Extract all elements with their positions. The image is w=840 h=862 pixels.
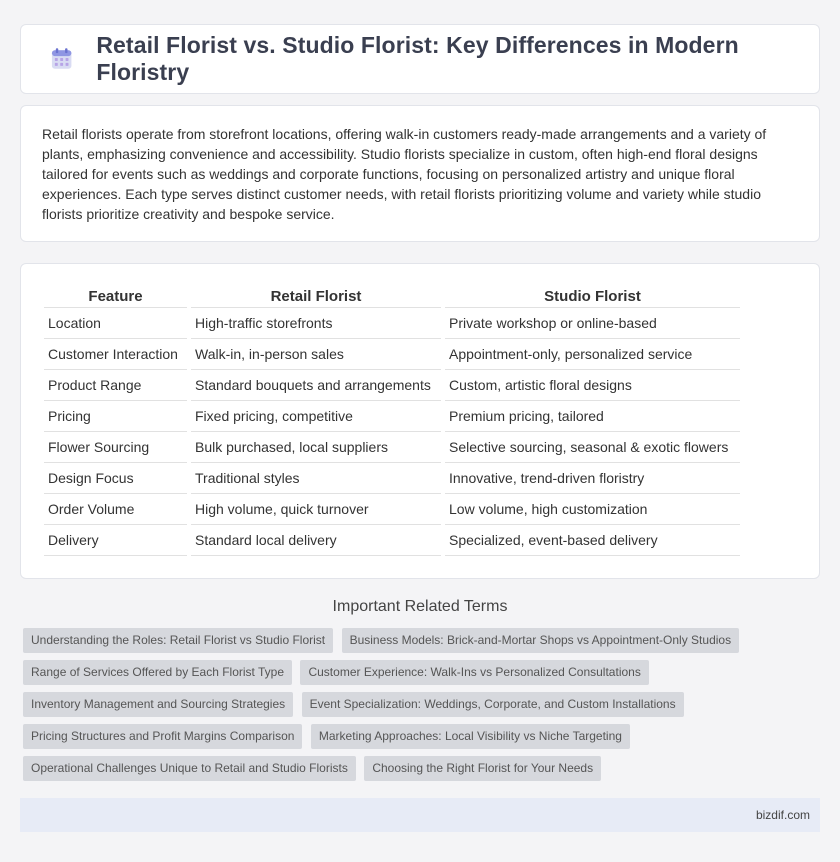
- cell-retail: Traditional styles: [191, 463, 441, 494]
- cell-studio: Innovative, trend-driven floristry: [445, 463, 740, 494]
- related-term-tag[interactable]: Operational Challenges Unique to Retail and Studio Florists: [23, 756, 356, 781]
- header-retail-florist: Retail Florist: [191, 286, 441, 308]
- cell-studio: Custom, artistic floral designs: [445, 370, 740, 401]
- footer: [20, 798, 820, 832]
- header-card: [20, 24, 820, 94]
- related-term-tag[interactable]: Choosing the Right Florist for Your Needs: [364, 756, 601, 781]
- cell-studio: Premium pricing, tailored: [445, 401, 740, 432]
- table-header-row: [44, 286, 740, 308]
- intro-text: Retail florists operate from storefront locations, offering walk-in customers ready-made arrangements and a variety of plants, emphasizing convenience and accessibility. Studio florists specialize in custom, often high-end floral designs tailored for events such as weddings and corporate functions, focusing on personalized artistry and unique floral experiences. Each type serves distinct customer needs, with retail florists prioritizing volume and variety while studio florists prioritize creativity and bespoke service.: [42, 126, 767, 222]
- related-term-tag[interactable]: Range of Services Offered by Each Florist Type: [23, 660, 292, 685]
- related-terms-list: [0, 628, 800, 788]
- table-row: [44, 401, 740, 432]
- table-row: [44, 525, 740, 556]
- related-terms-section: [0, 598, 840, 788]
- cell-retail: Standard bouquets and arrangements: [191, 370, 441, 401]
- related-term-tag[interactable]: Inventory Management and Sourcing Strategies: [23, 692, 293, 717]
- related-term-tag[interactable]: Business Models: Brick-and-Mortar Shops vs Appointment-Only Studios: [342, 628, 740, 653]
- cell-retail: Standard local delivery: [191, 525, 441, 556]
- cell-feature: Flower Sourcing: [44, 432, 187, 463]
- header-feature: Feature: [44, 286, 187, 308]
- cell-retail: High volume, quick turnover: [191, 494, 441, 525]
- related-term-tag[interactable]: Marketing Approaches: Local Visibility vs Niche Targeting: [311, 724, 630, 749]
- table-row: [44, 432, 740, 463]
- table-row: [44, 494, 740, 525]
- cell-feature: Customer Interaction: [44, 339, 187, 370]
- cell-feature: Product Range: [44, 370, 187, 401]
- comparison-table: [40, 286, 744, 556]
- cell-retail: High-traffic storefronts: [191, 308, 441, 339]
- table-row: [44, 339, 740, 370]
- cell-feature: Delivery: [44, 525, 187, 556]
- cell-feature: Pricing: [44, 401, 187, 432]
- cell-feature: Order Volume: [44, 494, 187, 525]
- related-term-tag[interactable]: Understanding the Roles: Retail Florist vs Studio Florist: [23, 628, 333, 653]
- intro-card: [20, 105, 820, 242]
- cell-studio: Selective sourcing, seasonal & exotic flowers: [445, 432, 740, 463]
- related-term-tag[interactable]: Customer Experience: Walk-Ins vs Personalized Consultations: [300, 660, 648, 685]
- cell-studio: Low volume, high customization: [445, 494, 740, 525]
- cell-feature: Design Focus: [44, 463, 187, 494]
- site-name[interactable]: bizdif.com: [755, 808, 810, 822]
- comparison-card: [20, 263, 820, 579]
- page-title: Retail Florist vs. Studio Florist: Key Differences in Modern Floristry: [96, 32, 739, 85]
- table-row: [44, 370, 740, 401]
- cell-retail: Bulk purchased, local suppliers: [191, 432, 441, 463]
- calendar-icon: [49, 46, 74, 72]
- table-row: [44, 308, 740, 339]
- related-term-tag[interactable]: Pricing Structures and Profit Margins Comparison: [23, 724, 302, 749]
- table-row: [44, 463, 740, 494]
- cell-studio: Private workshop or online-based: [445, 308, 740, 339]
- cell-feature: Location: [44, 308, 187, 339]
- header-studio-florist: Studio Florist: [445, 286, 740, 308]
- cell-studio: Appointment-only, personalized service: [445, 339, 740, 370]
- cell-retail: Walk-in, in-person sales: [191, 339, 441, 370]
- cell-retail: Fixed pricing, competitive: [191, 401, 441, 432]
- related-term-tag[interactable]: Event Specialization: Weddings, Corporate, and Custom Installations: [302, 692, 684, 717]
- related-terms-heading: Important Related Terms: [332, 598, 508, 615]
- cell-studio: Specialized, event-based delivery: [445, 525, 740, 556]
